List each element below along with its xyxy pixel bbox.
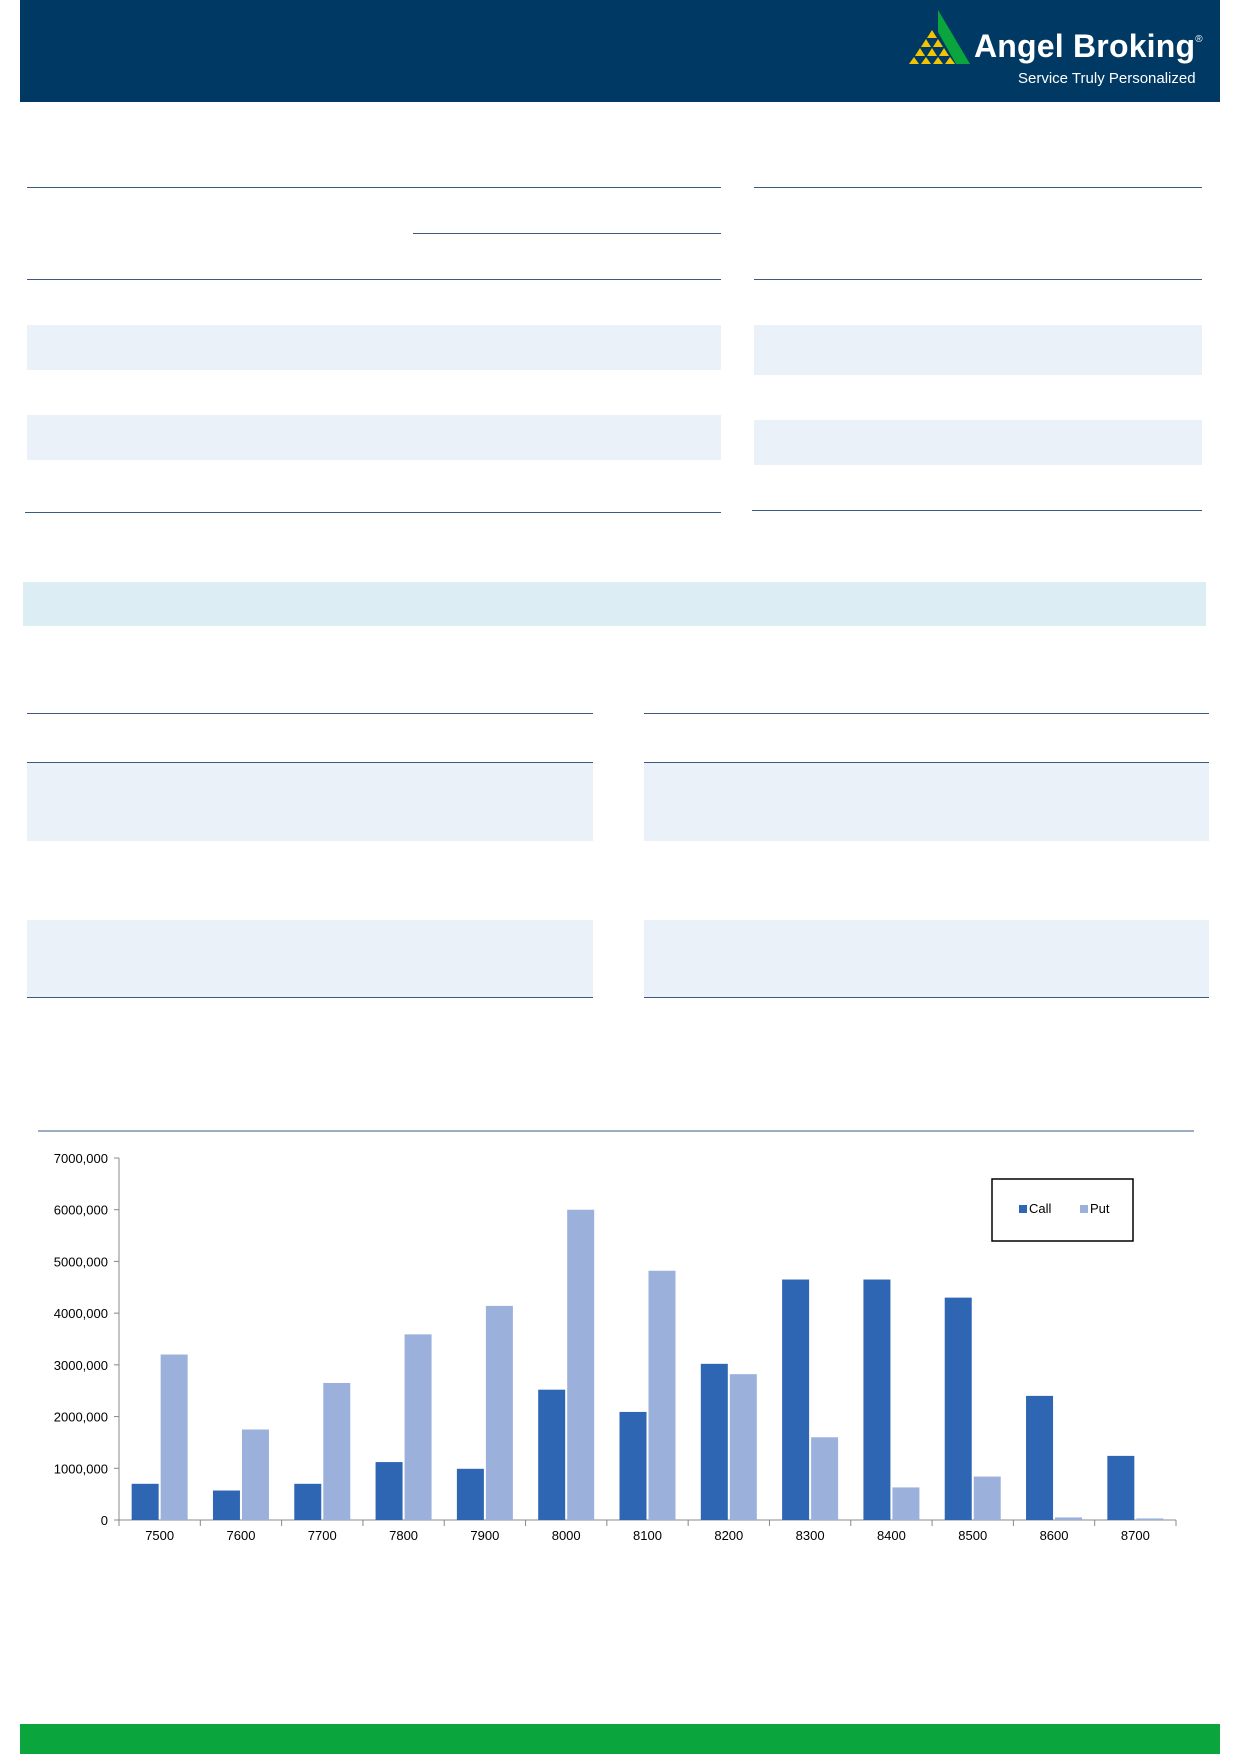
bar-put-8300	[811, 1437, 838, 1520]
open-interest-chart	[0, 1130, 1240, 1570]
table-row	[27, 920, 593, 997]
x-tick-label: 7900	[470, 1528, 500, 1543]
brand-tagline: Service Truly Personalized	[1018, 70, 1196, 87]
y-tick-label: 4000,000	[53, 1306, 108, 1322]
y-tick-label: 0	[100, 1513, 108, 1528]
bar-put-7500	[161, 1355, 188, 1520]
x-tick-label: 8000	[551, 1528, 581, 1543]
bar-call-8600	[1026, 1396, 1053, 1520]
table-row	[27, 325, 721, 370]
angel-broking-logo-icon	[908, 10, 970, 64]
table-row	[27, 763, 593, 841]
bar-put-8700	[1136, 1518, 1163, 1520]
legend-label-call: Call	[1029, 1201, 1052, 1216]
y-tick-label: 6000,000	[53, 1202, 108, 1218]
bar-put-8000	[567, 1210, 594, 1520]
report-header	[20, 0, 1220, 102]
bar-put-8600	[1055, 1517, 1082, 1520]
bar-call-7800	[376, 1462, 403, 1520]
bar-call-7500	[132, 1484, 159, 1520]
x-tick-label: 8300	[795, 1528, 825, 1543]
table-row	[754, 325, 1202, 375]
table-row	[754, 420, 1202, 465]
bar-call-8000	[538, 1390, 565, 1520]
bar-call-7900	[457, 1469, 484, 1520]
table-row	[27, 415, 721, 460]
chart-svg	[0, 1130, 1240, 1570]
bar-call-8100	[620, 1412, 647, 1520]
table-row	[644, 920, 1209, 997]
x-tick-label: 8700	[1120, 1528, 1150, 1543]
report-footer-bar	[20, 1724, 1220, 1754]
y-tick-label: 5000,000	[53, 1254, 108, 1270]
y-tick-label: 3000,000	[53, 1357, 108, 1373]
bar-put-7700	[323, 1383, 350, 1520]
legend-swatch-put	[1080, 1205, 1088, 1213]
bar-put-8400	[892, 1487, 919, 1520]
x-tick-label: 8600	[1039, 1528, 1069, 1543]
chart-legend	[992, 1179, 1133, 1241]
bar-call-8200	[701, 1364, 728, 1520]
x-tick-label: 8500	[958, 1528, 988, 1543]
bar-call-8700	[1107, 1456, 1134, 1520]
x-tick-label: 8200	[714, 1528, 744, 1543]
section-banner	[23, 582, 1206, 626]
x-tick-label: 8100	[633, 1528, 662, 1543]
bar-put-7900	[486, 1306, 513, 1520]
bar-put-8200	[730, 1374, 757, 1520]
y-tick-label: 7000,000	[53, 1151, 108, 1166]
bar-call-8300	[782, 1280, 809, 1520]
legend-swatch-call	[1019, 1205, 1027, 1213]
bar-put-7600	[242, 1430, 269, 1521]
x-tick-label: 7500	[145, 1528, 175, 1543]
bar-call-8400	[863, 1280, 890, 1520]
brand-name: Angel Broking®	[974, 28, 1203, 64]
bar-put-7800	[405, 1334, 432, 1520]
bar-put-8100	[649, 1271, 676, 1520]
y-tick-label: 2000,000	[53, 1409, 108, 1425]
legend-label-put: Put	[1090, 1201, 1110, 1216]
bar-call-7600	[213, 1491, 240, 1520]
x-tick-label: 7600	[226, 1528, 256, 1543]
x-tick-label: 7700	[307, 1528, 337, 1543]
bar-put-8500	[974, 1477, 1001, 1520]
bar-call-7700	[294, 1484, 321, 1520]
bar-call-8500	[945, 1298, 972, 1520]
x-tick-label: 8400	[876, 1528, 906, 1543]
x-tick-label: 7800	[389, 1528, 419, 1543]
table-row	[644, 763, 1209, 841]
y-tick-label: 1000,000	[53, 1461, 108, 1477]
